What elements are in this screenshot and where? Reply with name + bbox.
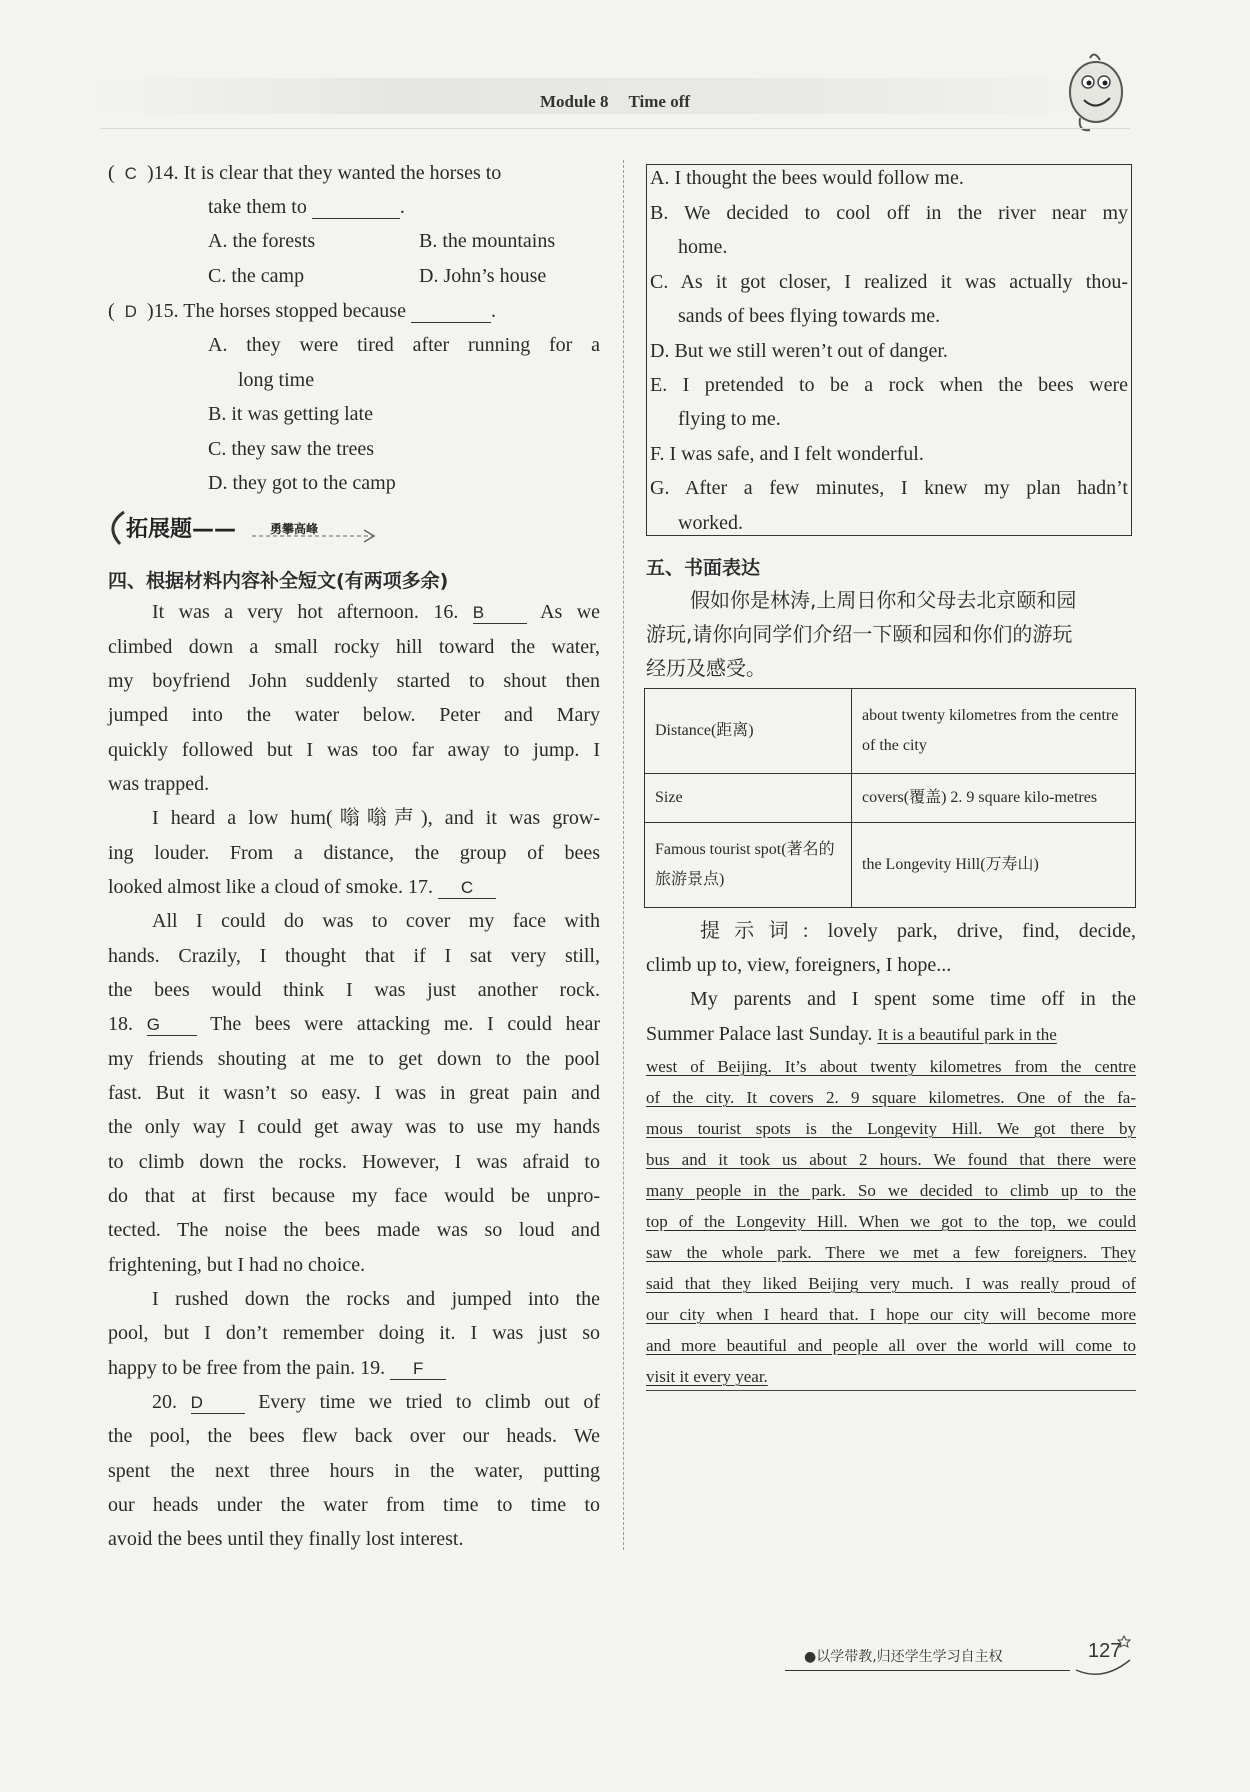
passage-line: climbed down a small rocky hill toward the water,: [108, 636, 600, 658]
table-value: about twenty kilometres from the centre of the city: [852, 689, 1136, 774]
q14-blank: [312, 198, 400, 219]
essay-end-rule: [646, 1390, 1136, 1391]
option-c: C. As it got closer, I realized it was actually thou-: [650, 271, 1128, 293]
passage-line: was trapped.: [108, 773, 210, 795]
passage-line-20: 20. D Every time we tried to climb out of: [152, 1391, 601, 1413]
q14-stem: ( C )14. It is clear that they wanted the horses to: [108, 158, 501, 189]
passage-line: jumped into the water below. Peter and Mary: [108, 704, 600, 726]
option-c-cont: sands of bees flying towards me.: [678, 305, 941, 327]
passage-line: my boyfriend John suddenly started to shout then: [108, 670, 600, 692]
writing-prompt-line: 游玩,请你向同学们介绍一下颐和园和你们的游玩: [646, 622, 1073, 646]
essay-answer-start: It is a beautiful park in the: [877, 1025, 1057, 1044]
passage-line: my friends shouting at me to get down to the pool: [108, 1048, 600, 1070]
passage-line: the bees would think I was just another rock.: [108, 979, 600, 1001]
essay-answer-line: bus and it took us about 2 hours. We found that there were: [646, 1150, 1136, 1169]
option-f: F. I was safe, and I felt wonderful.: [650, 443, 924, 465]
table-label: Distance(距离): [645, 689, 852, 774]
blank-18: G: [147, 1015, 197, 1036]
q15-option-a-cont: long time: [238, 369, 315, 391]
table-row: [645, 774, 1136, 822]
q14-option-d: D. John’s house: [419, 265, 547, 287]
passage-line: tected. The noise the bees made was so loud and: [108, 1219, 600, 1241]
page-number: 127: [1088, 1640, 1122, 1662]
writing-prompt-line: 经历及感受。: [646, 656, 766, 680]
passage-line: pool, but I don’t remember doing it. I was just so: [108, 1322, 600, 1344]
footer-rule: [785, 1670, 1070, 1671]
option-g: G. After a few minutes, I knew my plan hadn’t: [650, 477, 1128, 499]
blank-19: F: [390, 1359, 446, 1380]
hint-words-cont: climb up to, view, foreigners, I hope...: [646, 954, 952, 976]
q14-answer: C: [124, 164, 137, 183]
footer-slogan: ●以学带教,归还学生学习自主权: [804, 1649, 1003, 1665]
column-divider: [623, 160, 624, 1550]
essay-answer-line: mous tourist spots is the Longevity Hill. We got there by: [646, 1119, 1136, 1138]
section-5-heading: 五、书面表达: [646, 557, 761, 579]
passage-line: fast. But it wasn’t so easy. I was in great pain and: [108, 1082, 600, 1104]
passage-line: quickly followed but I was too far away to jump. I: [108, 739, 600, 761]
essay-answer-line: many people in the park. So we decided to climb up to the: [646, 1181, 1136, 1200]
banner-title: 拓展题——: [126, 517, 237, 542]
table-value: covers(覆盖) 2. 9 square kilo-metres: [852, 774, 1136, 822]
q14-option-c: C. the camp: [208, 265, 305, 287]
passage-line: to climb down the rocks. However, I was afraid to: [108, 1151, 600, 1173]
table-value: the Longevity Hill(万寿山): [852, 822, 1136, 907]
option-d: D. But we still weren’t out of danger.: [650, 340, 948, 362]
passage-line-18: 18. G The bees were attacking me. I could hear: [108, 1013, 601, 1035]
table-row: [645, 822, 1136, 907]
passage-line: the only way I could get away was to use my hands: [108, 1116, 600, 1138]
passage-line: I rushed down the rocks and jumped into the: [152, 1288, 600, 1310]
passage-line: frightening, but I had no choice.: [108, 1254, 366, 1276]
section-4-heading: 四、根据材料内容补全短文(有两项多余): [108, 570, 449, 592]
passage-line: All I could do was to cover my face with: [152, 910, 600, 932]
q15-option-b: B. it was getting late: [208, 403, 373, 425]
essay-answer-line: top of the Longevity Hill. When we got to the top, we could: [646, 1212, 1136, 1231]
q15-option-a: A. they were tired after running for a: [208, 334, 600, 356]
essay-intro-cont: Summer Palace last Sunday. It is a beautiful park in the: [646, 1023, 1057, 1045]
page-header: [540, 92, 710, 112]
passage-line: I heard a low hum(嗡嗡声), and it was grow-: [152, 807, 600, 829]
blank-16: B: [473, 603, 527, 624]
essay-answer-line: visit it every year.: [646, 1367, 768, 1386]
table-label: Size: [645, 774, 852, 822]
passage-line: avoid the bees until they finally lost interest.: [108, 1528, 464, 1550]
q14-option-b: B. the mountains: [419, 230, 556, 252]
option-g-cont: worked.: [678, 512, 743, 534]
passage-line-1: It was a very hot afternoon. 16. B As we: [152, 601, 601, 623]
q15-blank: [411, 302, 491, 323]
q15-option-c: C. they saw the trees: [208, 438, 375, 460]
table-label: Famous tourist spot(著名的旅游景点): [645, 822, 852, 907]
essay-answer-line: west of Beijing. It’s about twenty kilometres from the centre: [646, 1057, 1136, 1076]
essay-answer-line: said that they liked Beijing very much. I was really proud of: [646, 1274, 1136, 1293]
essay-answer-line: our city when I heard that. I hope our city will become more: [646, 1305, 1136, 1324]
blank-17: C: [438, 878, 496, 899]
table-row: [645, 689, 1136, 774]
passage-line: do that at first because my face would be unpro-: [108, 1185, 600, 1207]
passage-line-19: happy to be free from the pain. 19. F: [108, 1353, 446, 1383]
info-table: [644, 688, 1136, 908]
option-e-cont: flying to me.: [678, 408, 781, 430]
passage-line: spent the next three hours in the water, putting: [108, 1460, 600, 1482]
q15-stem: ( D )15. The horses stopped because .: [108, 296, 496, 327]
module-title: Time off: [628, 92, 691, 111]
essay-answer-line: and more beautiful and people all over the world will come to: [646, 1336, 1136, 1355]
essay-answer-line: of the city. It covers 2. 9 square kilometres. One of the fa-: [646, 1088, 1136, 1107]
mascot-icon: [1060, 52, 1130, 136]
module-label: Module 8: [540, 92, 609, 111]
option-a: A. I thought the bees would follow me.: [650, 167, 964, 189]
banner-subtitle: 勇攀高峰: [270, 522, 319, 536]
essay-intro: My parents and I spent some time off in the: [690, 988, 1136, 1010]
header-divider: [100, 128, 1130, 129]
passage-line: our heads under the water from time to time to: [108, 1494, 600, 1516]
q15-answer: D: [124, 302, 137, 321]
passage-line: the pool, the bees flew back over our heads. We: [108, 1425, 600, 1447]
hint-words: 提示词: lovely park, drive, find, decide,: [700, 920, 1136, 942]
essay-answer-line: saw the whole park. There we met a few foreigners. They: [646, 1243, 1136, 1262]
option-e: E. I pretended to be a rock when the bees were: [650, 374, 1128, 396]
option-b-cont: home.: [678, 236, 728, 258]
passage-line-17: looked almost like a cloud of smoke. 17. C: [108, 872, 496, 902]
q14-option-a: A. the forests: [208, 230, 316, 252]
extension-banner: [102, 506, 382, 550]
q15-option-d: D. they got to the camp: [208, 472, 396, 494]
passage-line: ing louder. From a distance, the group of bees: [108, 842, 600, 864]
blank-20: D: [191, 1393, 245, 1414]
option-b: B. We decided to cool off in the river near my: [650, 202, 1128, 224]
writing-prompt-line: 假如你是林涛,上周日你和父母去北京颐和园: [690, 588, 1077, 612]
passage-line: hands. Crazily, I thought that if I sat very still,: [108, 945, 600, 967]
q14-stem-line2: take them to .: [208, 196, 405, 218]
